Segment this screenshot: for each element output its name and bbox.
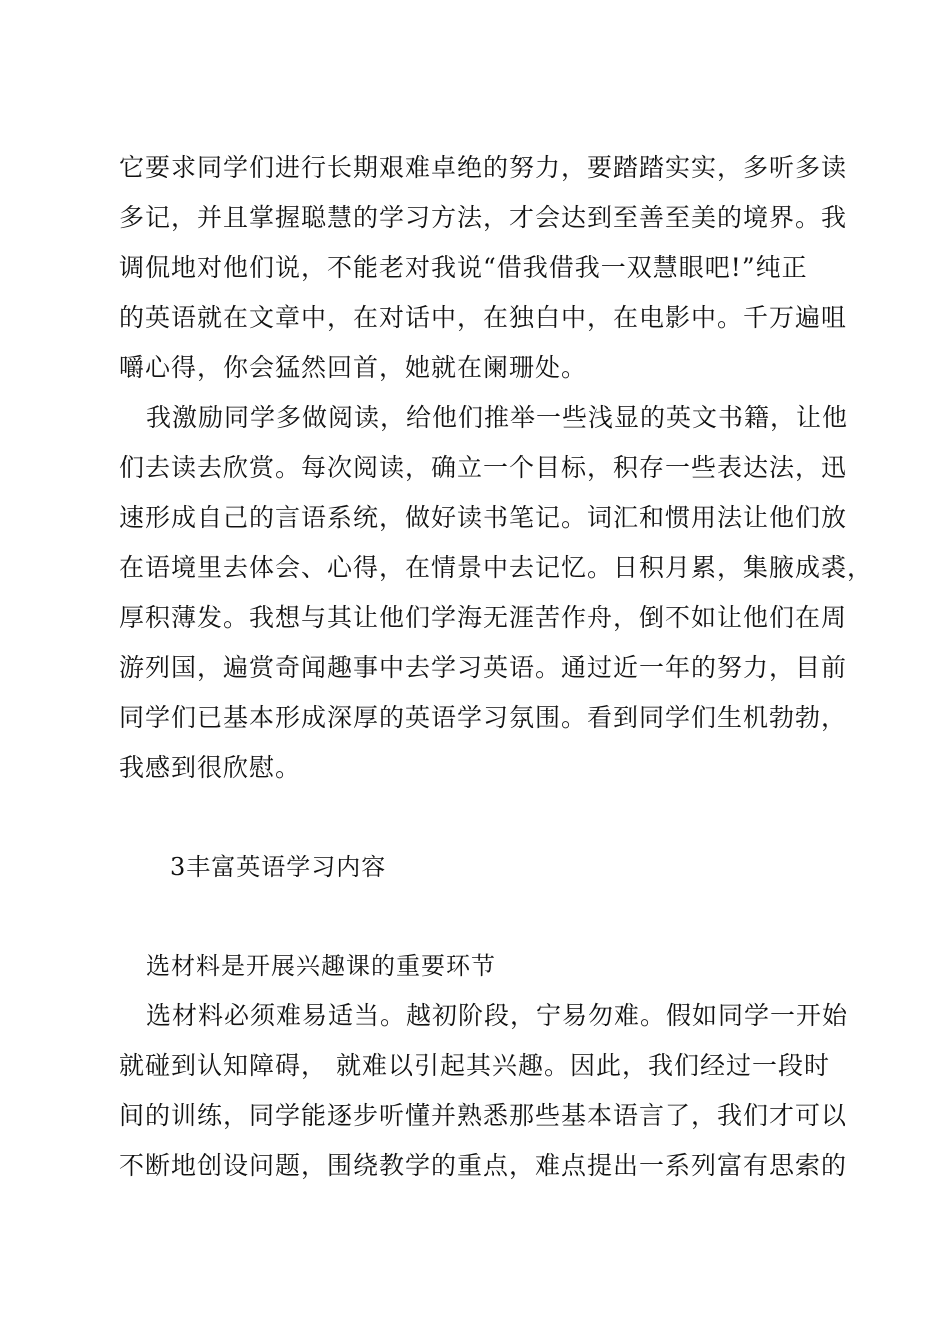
paragraph-2-line-5: 厚积薄发。我想与其让他们学海无涯苦作舟，倒不如让他们在周: [119, 603, 848, 632]
paragraph-2-line-6: 游列国，遍赏奇闻趣事中去学习英语。通过近一年的努力，目前: [119, 653, 848, 682]
section-heading: 3丰富英语学习内容: [170, 853, 387, 881]
paragraph-2-line-7: 同学们已基本形成深厚的英语学习氛围。看到同学们生机勃勃，: [119, 703, 848, 732]
paragraph-1-line-1: 它要求同学们进行长期艰难卓绝的努力，要踏踏实实，多听多读: [119, 153, 848, 182]
paragraph-2-line-3: 速形成自己的言语系统，做好读书笔记。词汇和惯用法让他们放: [119, 503, 848, 532]
paragraph-3-line-1: 选材料必须难易适当。越初阶段，宁易勿难。假如同学一开始: [146, 1001, 849, 1030]
paragraph-1-line-2: 多记，并且掌握聪慧的学习方法，才会达到至善至美的境界。我: [119, 203, 848, 232]
paragraph-3-line-3: 间的训练，同学能逐步听懂并熟悉那些基本语言了，我们才可以: [119, 1101, 848, 1130]
paragraph-2-line-2: 们去读去欣赏。每次阅读，确立一个目标，积存一些表达法，迅: [119, 453, 848, 482]
paragraph-2-line-8: 我感到很欣慰。: [119, 753, 302, 782]
paragraph-1-line-3: 调侃地对他们说，不能老对我说“借我借我一双慧眼吧!”纯正: [119, 253, 808, 282]
paragraph-3-line-4: 不断地创设问题，围绕教学的重点，难点提出一系列富有思索的: [119, 1151, 848, 1180]
paragraph-2-line-4: 在语境里去体会、心得，在情景中去记忆。日积月累，集腋成裘，: [119, 553, 874, 582]
paragraph-3-line-2: 就碰到认知障碍， 就难以引起其兴趣。因此，我们经过一段时: [119, 1051, 830, 1080]
sub-heading: 选材料是开展兴趣课的重要环节: [146, 952, 496, 980]
paragraph-1-line-5: 嚼心得，你会猛然回首，她就在阑珊处。: [119, 353, 588, 382]
paragraph-2-line-1: 我激励同学多做阅读，给他们推举一些浅显的英文书籍，让他: [146, 403, 849, 432]
paragraph-1-line-4: 的英语就在文章中，在对话中，在独白中，在电影中。千万遍咀: [119, 303, 848, 332]
